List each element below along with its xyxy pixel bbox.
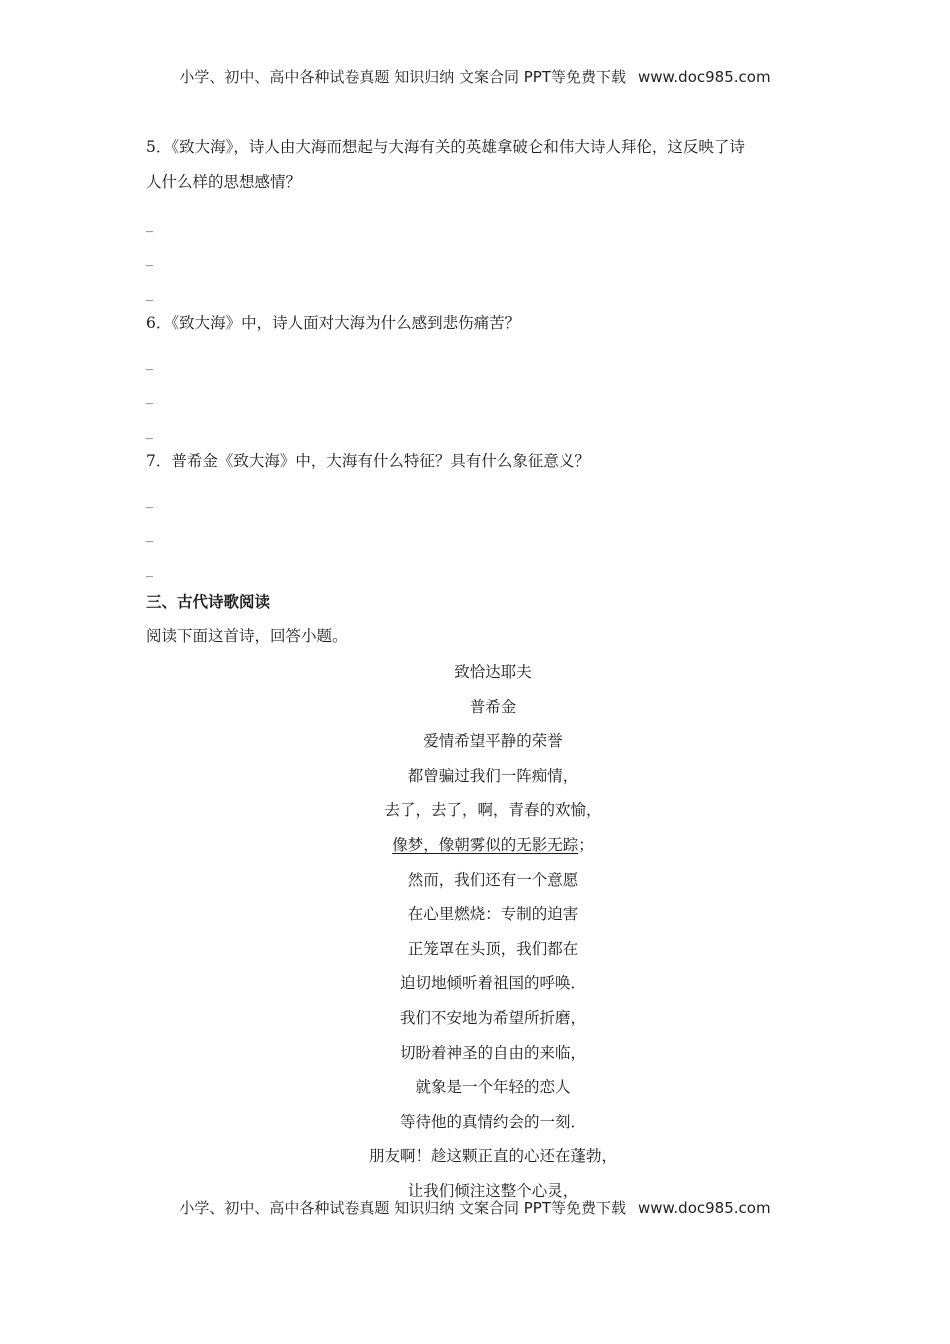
answer-blank[interactable]: _	[146, 355, 153, 371]
footer-text: 小学、初中、高中各种试卷真题 知识归纳 文案合同 PPT等免费下载	[179, 1199, 626, 1217]
poem-line-underlined	[0, 828, 950, 863]
poem	[0, 655, 950, 1209]
underlined-text: 像梦，像朝雾似的无影无踪	[392, 835, 579, 854]
answer-blank[interactable]: _	[146, 286, 153, 302]
section-title: 三、古代诗歌阅读	[146, 593, 271, 611]
question-6-line1: 6．《致大海》中，诗人面对大海为什么感到悲伤痛苦？	[146, 314, 521, 332]
answer-blank[interactable]: _	[146, 493, 153, 509]
section-instruction: 阅读下面这首诗，回答小题。	[146, 627, 348, 645]
page-header	[0, 66, 950, 87]
poem-line: 就象是一个年轻的恋人	[415, 1078, 571, 1097]
poem-line: 我们不安地为希望所折磨，	[399, 1008, 586, 1027]
poem-line: 在心里燃烧：专制的迫害	[407, 905, 579, 924]
header-text: 小学、初中、高中各种试卷真题 知识归纳 文案合同 PPT等免费下载	[179, 68, 626, 86]
page-footer	[0, 1197, 950, 1218]
poem-author: 普希金	[469, 697, 517, 716]
poem-line: 然而，我们还有一个意愿	[407, 870, 579, 889]
question-7	[146, 444, 816, 479]
answer-blank[interactable]: _	[146, 251, 153, 267]
question-5-line2: 人什么样的思想感情？	[146, 173, 302, 191]
poem-line: 爱情希望平静的荣誉	[423, 732, 563, 751]
line-punctuation: ；	[578, 835, 594, 854]
header-url[interactable]: www.doc985.com	[637, 68, 771, 86]
question-5-line1: 5．《致大海》，诗人由大海而想起与大海有关的英雄拿破仑和伟大诗人拜伦，这反映了诗	[146, 138, 745, 156]
footer-url[interactable]: www.doc985.com	[637, 1199, 771, 1217]
answer-blank[interactable]: _	[146, 424, 153, 440]
poem-line: 让我们倾注这整个心灵，	[407, 1181, 579, 1200]
question-5	[146, 130, 816, 200]
poem-line: 迫切地倾听着祖国的呼唤．	[399, 974, 586, 993]
poem-line: 正笼罩在头顶，我们都在	[407, 939, 579, 958]
answer-blank[interactable]: _	[146, 562, 153, 578]
question-7-line1: 7．普希金《致大海》中，大海有什么特征？具有什么象征意义？	[146, 452, 590, 470]
answer-blank[interactable]: _	[146, 527, 153, 543]
poem-title: 致恰达耶夫	[454, 663, 532, 681]
poem-line: 去了，去了，啊，青春的欢愉，	[384, 801, 602, 820]
answer-blank[interactable]: _	[146, 389, 153, 405]
poem-line: 都曾骗过我们一阵痴情，	[407, 766, 579, 785]
poem-line: 等待他的真情约会的一刻．	[399, 1112, 586, 1131]
poem-line: 切盼着神圣的自由的来临，	[399, 1043, 586, 1062]
answer-blank[interactable]: _	[146, 217, 153, 233]
question-6	[146, 306, 816, 341]
poem-line: 朋友啊！趁这颗正直的心还在蓬勃，	[368, 1147, 617, 1166]
